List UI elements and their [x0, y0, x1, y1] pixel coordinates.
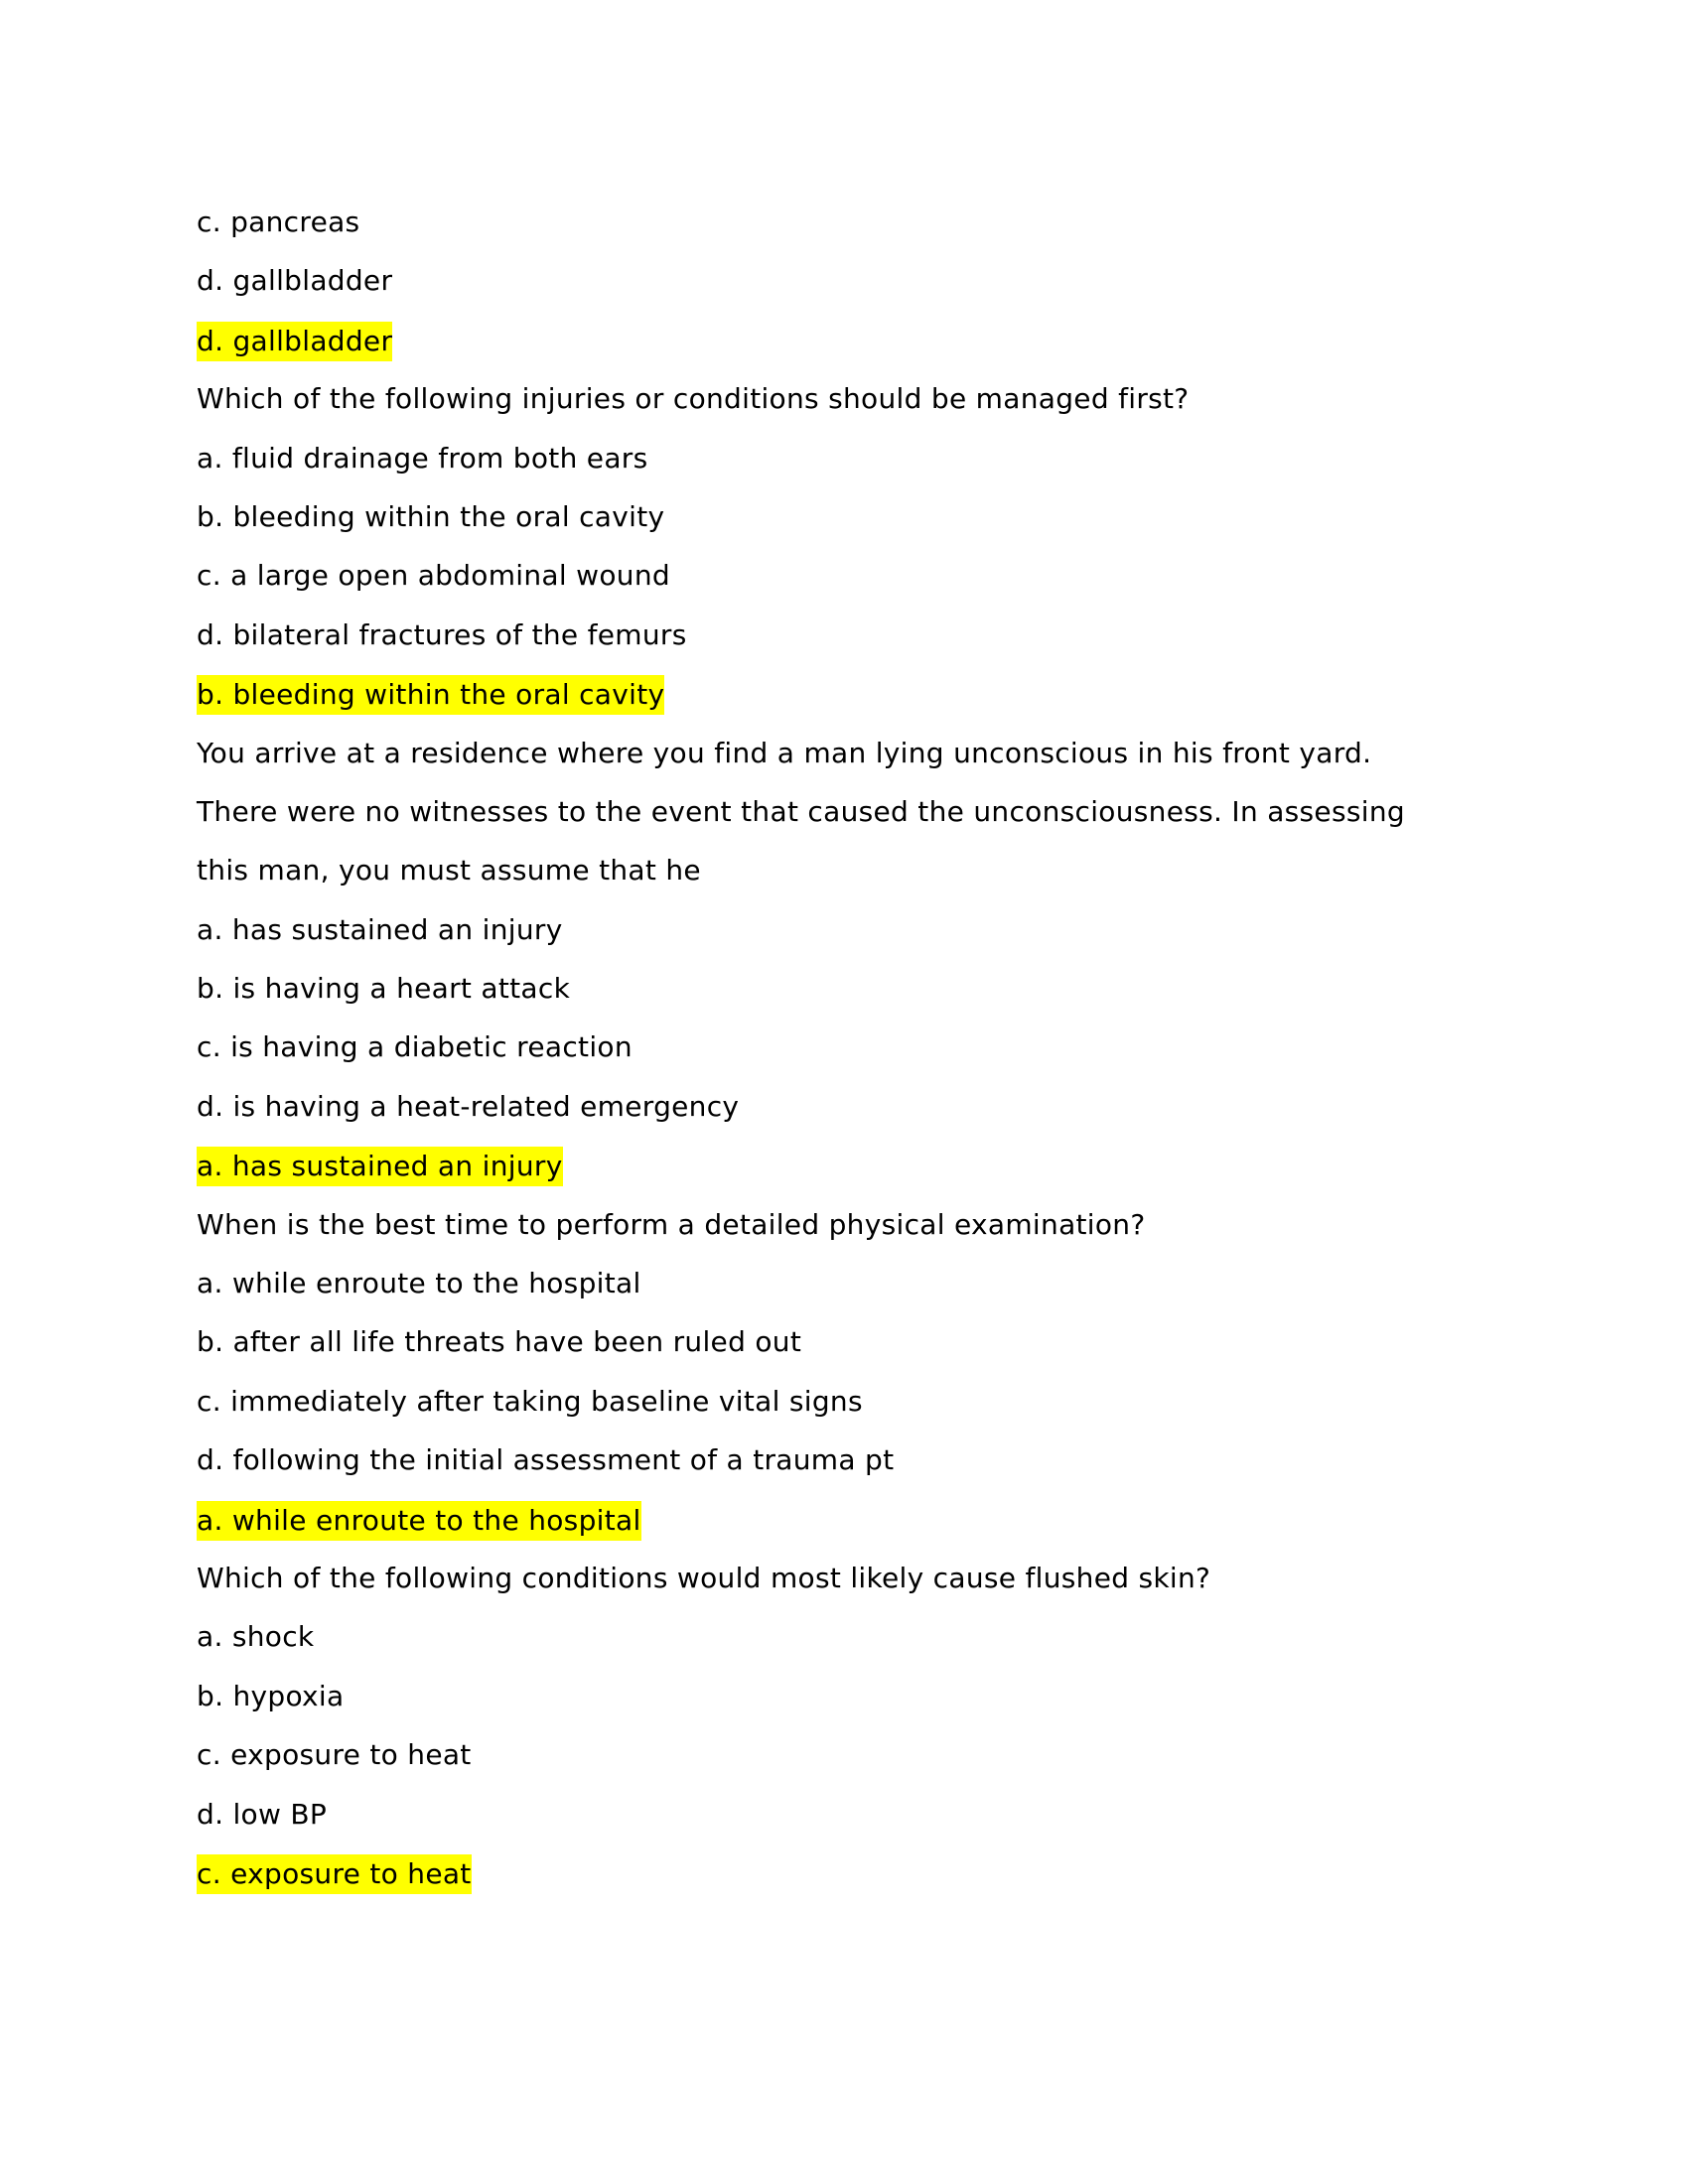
line-text: c. exposure to heat — [197, 1738, 472, 1772]
line-text: d. is having a heat-related emergency — [197, 1089, 740, 1123]
line-text: Which of the following conditions would most likely cause flushed skin? — [197, 1561, 1211, 1594]
text-line — [197, 841, 1507, 899]
line-text: When is the best time to perform a detailed physical examination? — [197, 1207, 1146, 1241]
answer-line — [197, 664, 1507, 723]
line-text: c. immediately after taking baseline vital signs — [197, 1384, 863, 1418]
text-line — [197, 1607, 1507, 1666]
text-line — [197, 1312, 1507, 1371]
answer-line — [197, 1136, 1507, 1194]
text-line — [197, 606, 1507, 664]
answer-line — [197, 311, 1507, 369]
line-text: b. bleeding within the oral cavity — [197, 499, 665, 533]
text-line — [197, 1431, 1507, 1489]
highlighted-answer: a. while enroute to the hospital — [197, 1501, 641, 1541]
line-text: a. has sustained an injury — [197, 912, 563, 946]
text-line — [197, 369, 1507, 428]
text-line — [197, 724, 1507, 782]
text-line — [197, 1785, 1507, 1843]
text-line — [197, 1667, 1507, 1725]
line-text: b. is having a heart attack — [197, 972, 571, 1006]
line-text: this man, you must assume that he — [197, 854, 701, 887]
line-text: c. a large open abdominal wound — [197, 559, 670, 593]
line-text: Which of the following injuries or conditions should be managed first? — [197, 382, 1190, 416]
text-line — [197, 429, 1507, 487]
line-text: b. hypoxia — [197, 1679, 345, 1712]
text-line — [197, 251, 1507, 310]
text-line — [197, 959, 1507, 1018]
text-line — [197, 1077, 1507, 1136]
highlighted-answer: c. exposure to heat — [197, 1854, 472, 1894]
line-text: b. after all life threats have been ruled out — [197, 1325, 802, 1359]
answer-line — [197, 1490, 1507, 1549]
highlighted-answer: b. bleeding within the oral cavity — [197, 675, 664, 715]
highlighted-answer: d. gallbladder — [197, 322, 392, 361]
highlighted-answer: a. has sustained an injury — [197, 1147, 563, 1186]
line-text: c. is having a diabetic reaction — [197, 1030, 633, 1064]
text-line — [197, 1725, 1507, 1784]
text-line — [197, 546, 1507, 605]
line-text: a. while enroute to the hospital — [197, 1267, 641, 1300]
text-line — [197, 1372, 1507, 1431]
line-text: a. shock — [197, 1620, 315, 1654]
text-line — [197, 1549, 1507, 1607]
line-text: There were no witnesses to the event that caused the unconsciousness. In assessing — [197, 794, 1405, 828]
line-text: c. pancreas — [197, 205, 360, 238]
text-line — [197, 193, 1507, 251]
document-body — [197, 193, 1507, 1902]
line-text: d. bilateral fractures of the femurs — [197, 617, 687, 651]
text-line — [197, 1018, 1507, 1076]
text-line — [197, 782, 1507, 841]
line-text: You arrive at a residence where you find a man lying unconscious in his front yard. — [197, 736, 1372, 769]
text-line — [197, 1254, 1507, 1312]
text-line — [197, 1195, 1507, 1254]
line-text: d. following the initial assessment of a trauma pt — [197, 1443, 895, 1477]
line-text: d. gallbladder — [197, 264, 393, 298]
answer-line — [197, 1843, 1507, 1902]
line-text: a. fluid drainage from both ears — [197, 441, 648, 475]
text-line — [197, 487, 1507, 546]
line-text: d. low BP — [197, 1797, 328, 1831]
text-line — [197, 900, 1507, 959]
